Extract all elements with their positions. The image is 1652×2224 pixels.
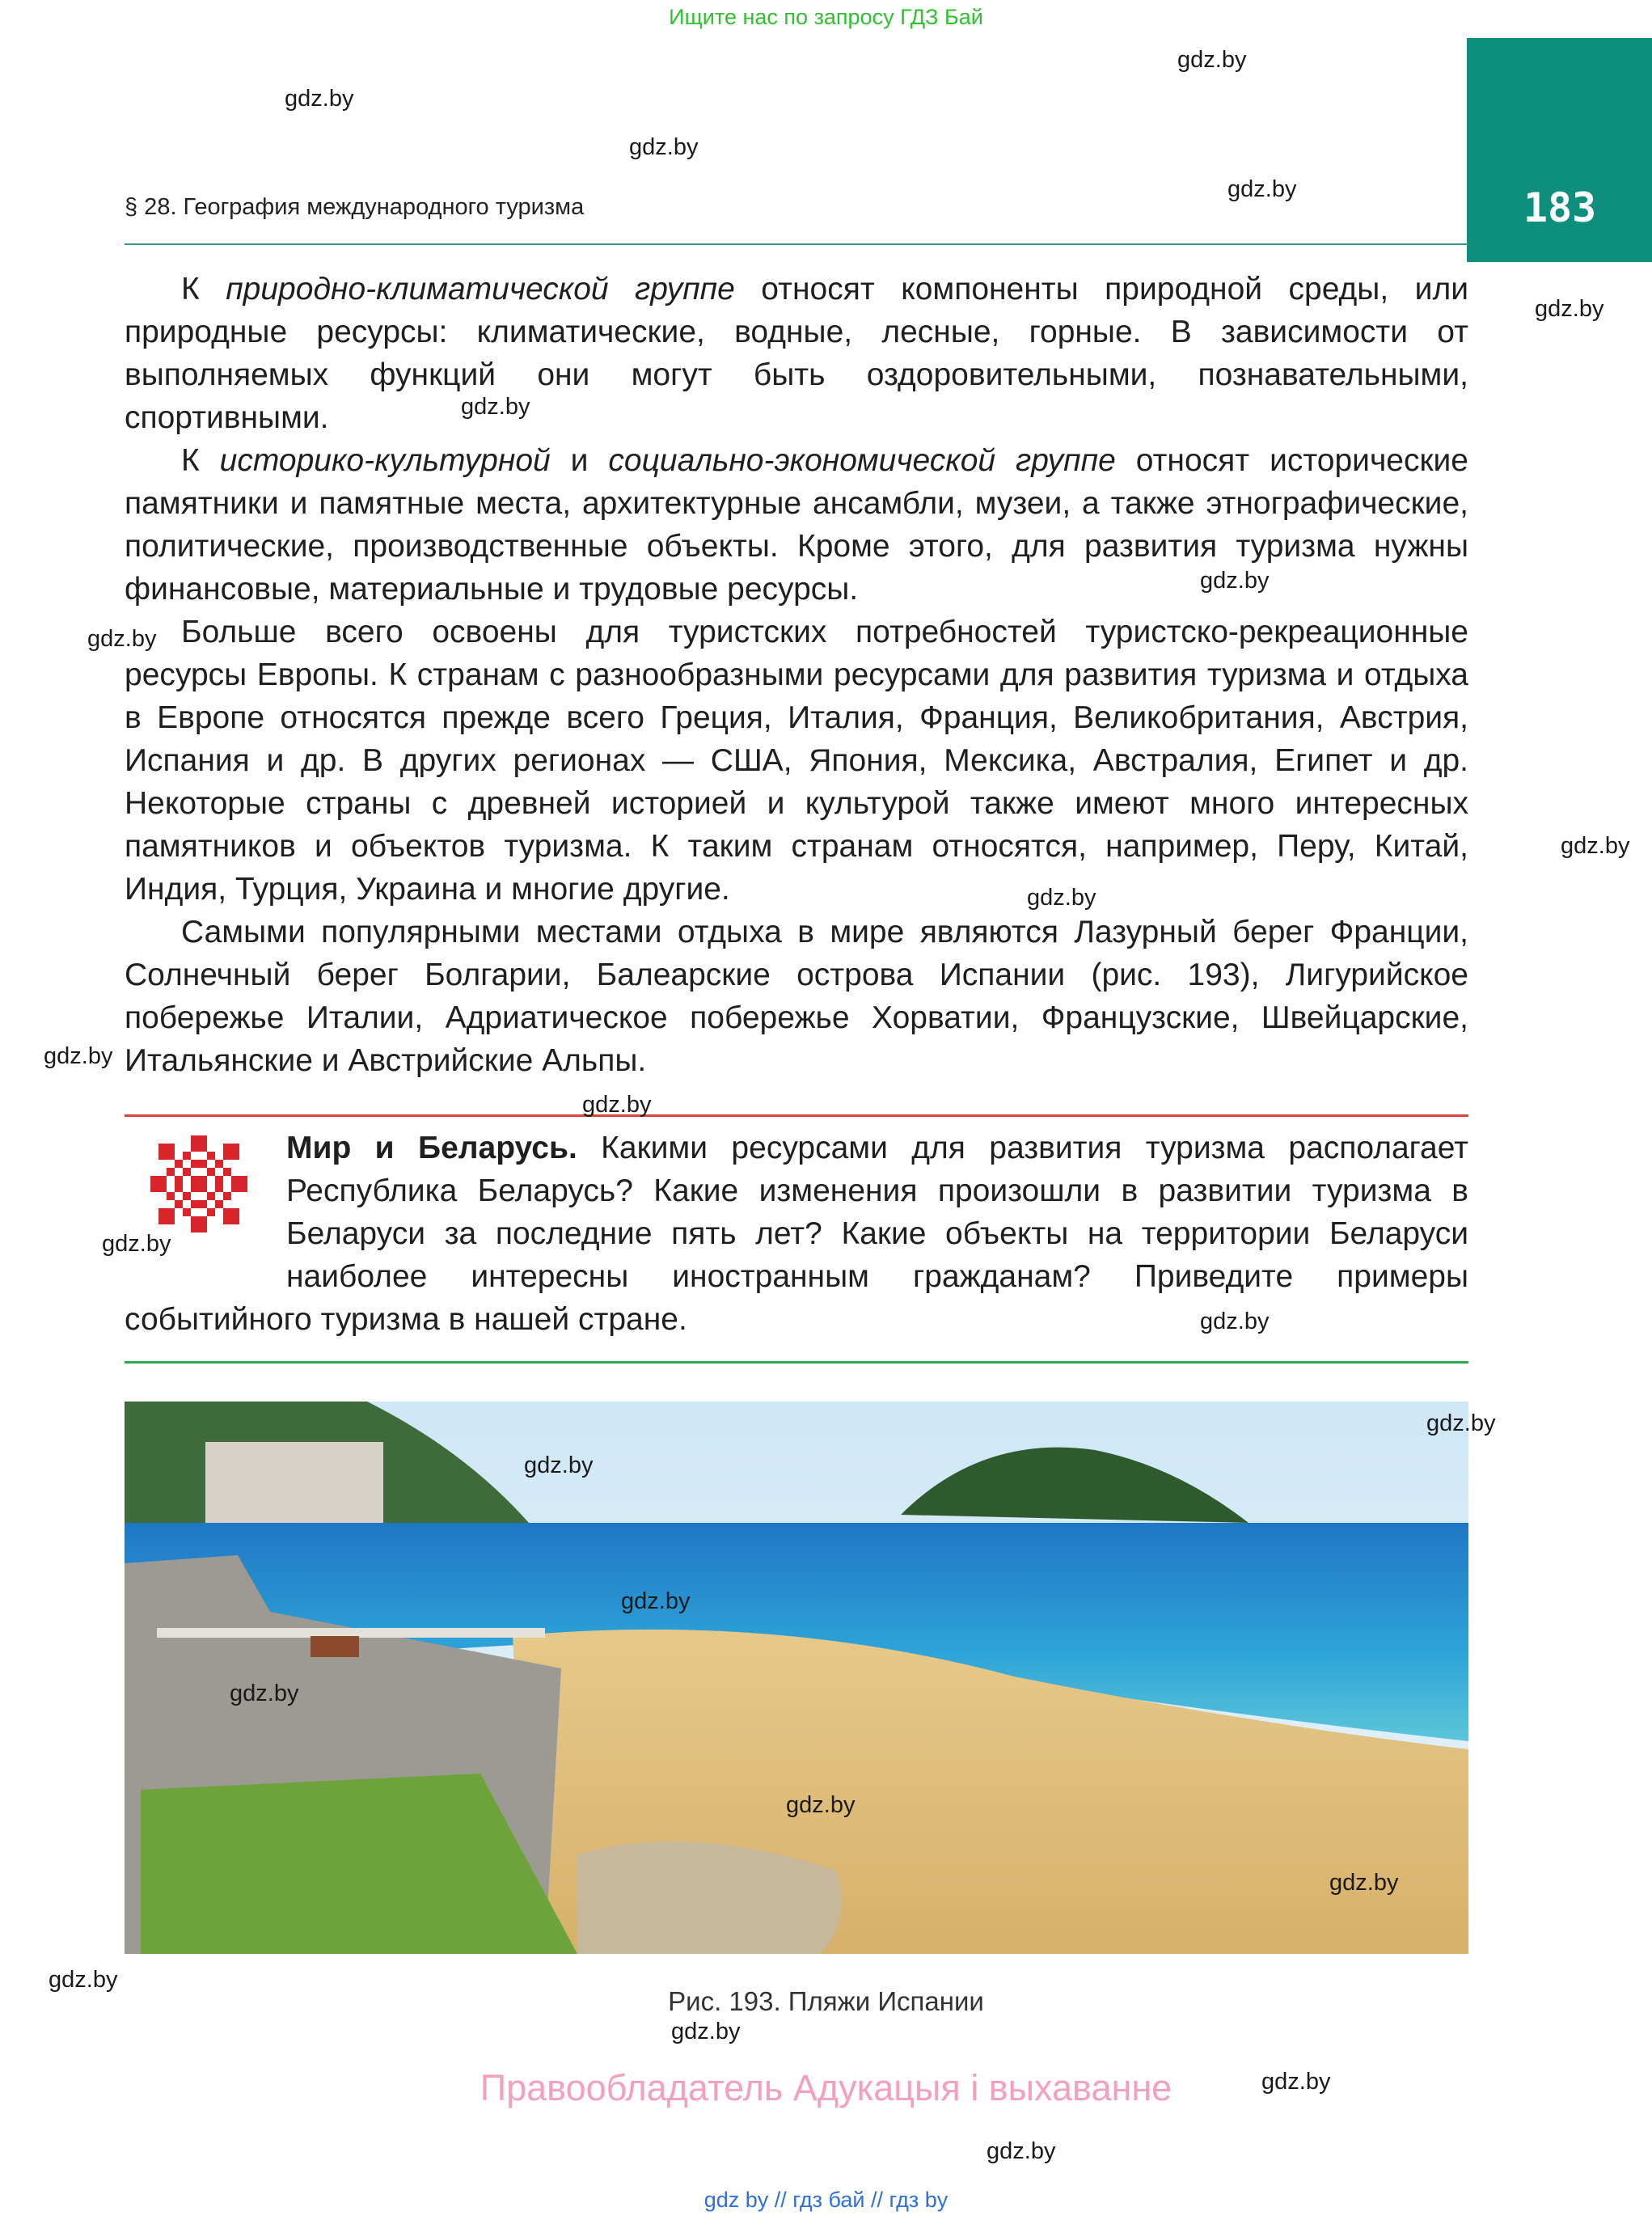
box-heading: Мир и Беларусь. xyxy=(286,1131,577,1165)
watermark: gdz.by xyxy=(987,2138,1056,2164)
watermark: gdz.by xyxy=(1227,176,1297,202)
watermark: gdz.by xyxy=(629,134,699,160)
box-text: Какими ресурсами для развития туризма располагает Республика Беларусь? Какие изменения произошли в развитии туризма в Беларуси за последние пять лет? Какие объекты на территории Беларуси наиболее интересны иностранным гражданам? Приведите примеры событийного туризма в нашей стране. xyxy=(125,1131,1468,1337)
watermark: gdz.by xyxy=(102,1231,171,1257)
figure-caption: Рис. 193. Пляжи Испании xyxy=(668,1986,984,2016)
watermark: gdz.by xyxy=(1200,568,1270,594)
watermark: gdz.by xyxy=(671,2019,741,2044)
paragraph-1: К природно-климатической группе относят компоненты природной среды, или природные ресурсы: климатические, водные, лесные, горные. В зависимости от выполняемых функций они могут быть оздоровительными, познавательными, спортивными. xyxy=(125,272,1468,435)
watermark: gdz.by xyxy=(1561,833,1630,859)
watermark: gdz.by xyxy=(1329,1870,1399,1896)
box-top-divider xyxy=(125,1114,1468,1117)
watermark: gdz.by xyxy=(1426,1410,1496,1436)
watermark: gdz.by xyxy=(1177,47,1247,73)
watermark: gdz.by xyxy=(87,626,157,652)
section-title: § 28. География международного туризма xyxy=(125,194,585,220)
watermark: gdz.by xyxy=(230,1681,299,1706)
paragraph-2: К историко-культурной и социально-экономической группе относят исторические памятники и памятные места, архитектурные ансамбли, музеи, а также этнографические, политические, производственные объекты. Кроме этого, для развития туризма нужны финансовые, материальные и трудовые ресурсы. xyxy=(125,443,1468,607)
watermark: gdz.by xyxy=(1200,1309,1270,1334)
watermark: gdz.by xyxy=(1535,296,1604,322)
watermark: gdz.by xyxy=(1027,885,1096,911)
paragraph-4: Самыми популярными местами отдыха в мире являются Лазурный берег Франции, Солнечный берег Болгарии, Балеарские острова Испании (рис. 193), Лигурийское побережье Италии, Адриатическое побережье Хорватии, Французские, Швейцарские, Итальянские и Австрийские Альпы. xyxy=(125,915,1468,1078)
watermark: gdz.by xyxy=(49,1967,118,1993)
watermark: gdz.by xyxy=(1261,2069,1331,2095)
spain-beach-photo xyxy=(125,1402,1468,1954)
watermark: gdz.by xyxy=(524,1452,594,1478)
watermark: gdz.by xyxy=(582,1092,652,1118)
box-bottom-divider xyxy=(125,1361,1468,1364)
rights-notice: Правообладатель Адукацыя і выхаванне xyxy=(480,2067,1172,2108)
watermark: gdz.by xyxy=(786,1792,856,1818)
watermark: gdz.by xyxy=(621,1588,691,1614)
watermark: gdz.by xyxy=(461,394,530,420)
page-number: 183 xyxy=(1523,184,1597,231)
top-search-banner: Ищите нас по запросу ГДЗ Бай xyxy=(669,5,983,29)
watermark: gdz.by xyxy=(44,1043,113,1069)
main-text xyxy=(125,268,1468,1082)
paragraph-3: Больше всего освоены для туристских потребностей туристско-рекреационные ресурсы Европы. К странам с разнообразными ресурсами для развития туризма и отдыха в Европе относятся прежде всего Греция, Италия, Франция, Великобритания, Австрия, Испания и др. В других регионах — США, Япония, Мексика, Австралия, Египет и др. Некоторые страны с древней историей и культурой также имеют много интересных памятников и объектов туризма. К таким странам относятся, например, Перу, Китай, Индия, Турция, Украина и многие другие. xyxy=(125,615,1468,907)
header-divider xyxy=(125,243,1468,245)
watermark: gdz.by xyxy=(285,86,354,112)
footer-links[interactable]: gdz by // гдз бай // гдз by xyxy=(703,2188,949,2212)
